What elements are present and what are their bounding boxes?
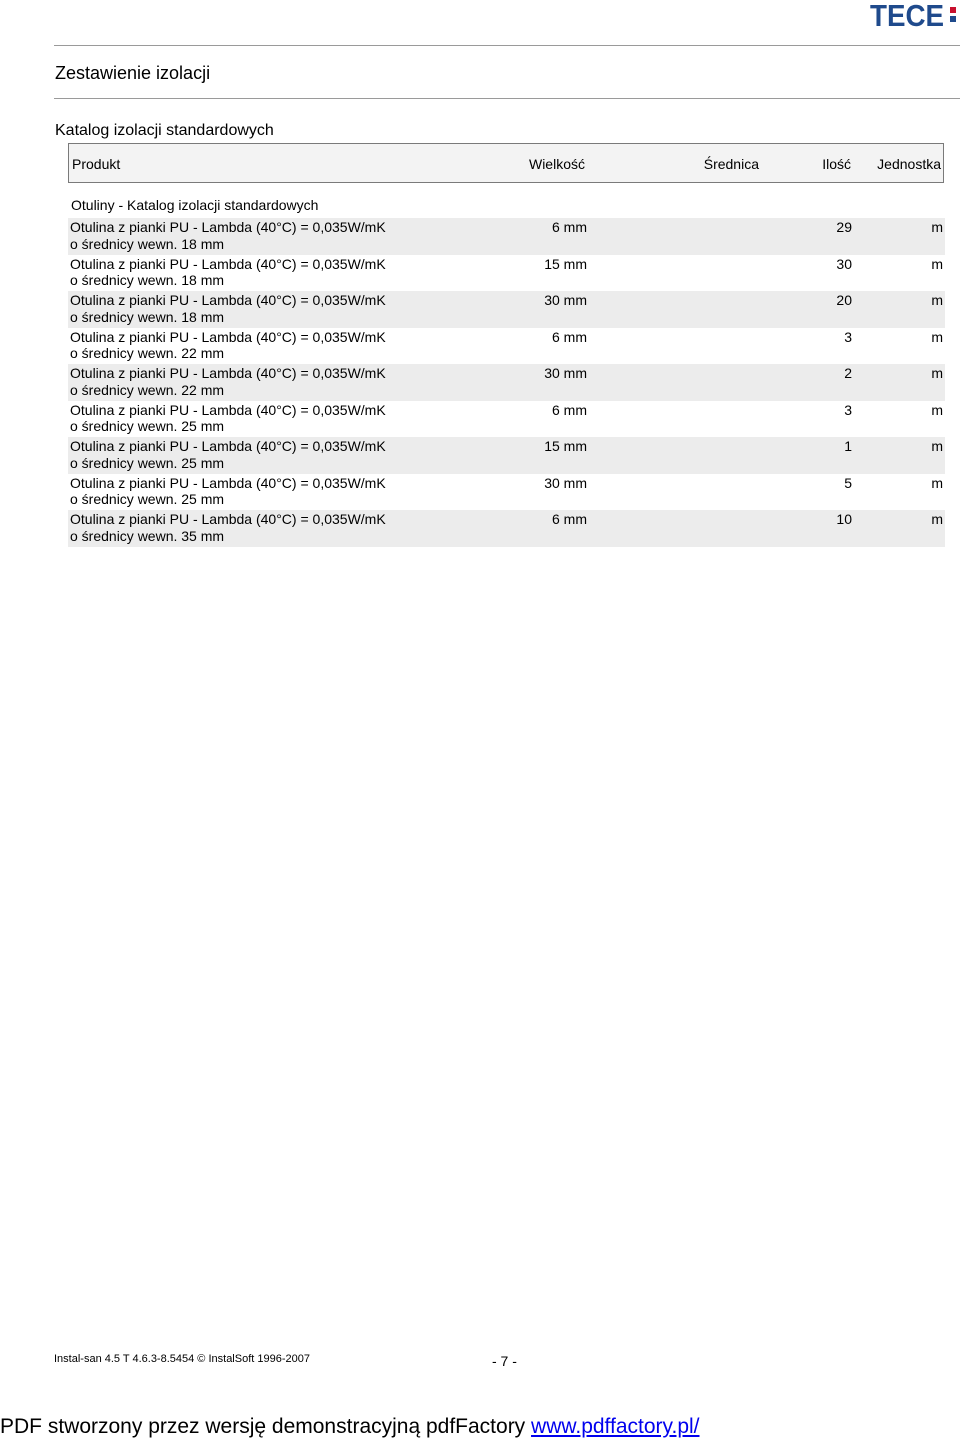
column-header-diameter: Średnica (703, 156, 759, 172)
product-diameter: o średnicy wewn. 25 mm (70, 491, 225, 507)
unit-cell: m (931, 438, 943, 454)
product-cell (70, 365, 400, 398)
product-diameter: o średnicy wewn. 18 mm (70, 235, 225, 252)
product-cell (70, 292, 400, 325)
header-divider (54, 45, 960, 46)
size-cell: 30 mm (544, 365, 587, 381)
tece-logo-text: TECE (870, 0, 944, 28)
product-diameter: o średnicy wewn. 35 mm (70, 527, 225, 544)
quantity-cell: 29 (836, 219, 852, 235)
product-cell (70, 475, 400, 508)
unit-cell: m (931, 474, 943, 491)
product-name: Otulina z pianki PU - Lambda (40°C) = 0,035W/mK (70, 474, 386, 491)
product-name: Otulina z pianki PU - Lambda (40°C) = 0,035W/mK (70, 365, 386, 381)
product-cell (70, 329, 400, 362)
product-name: Otulina z pianki PU - Lambda (40°C) = 0,035W/mK (70, 511, 386, 527)
table-row (68, 474, 945, 511)
column-header-product: Produkt (72, 156, 121, 172)
product-diameter: o średnicy wewn. 22 mm (70, 345, 225, 361)
tece-logo-accent-bottom (950, 16, 956, 22)
product-diameter: o średnicy wewn. 18 mm (70, 308, 225, 325)
size-cell: 6 mm (552, 219, 587, 235)
quantity-cell: 1 (844, 438, 852, 454)
unit-cell: m (931, 328, 943, 345)
size-cell: 6 mm (552, 401, 587, 418)
size-cell: 15 mm (544, 255, 587, 272)
size-cell: 15 mm (544, 438, 587, 454)
size-cell: 30 mm (544, 474, 587, 491)
page-number: - 7 - (492, 1353, 517, 1369)
table-row (68, 437, 945, 474)
product-cell (70, 511, 400, 544)
quantity-cell: 2 (844, 365, 852, 381)
unit-cell: m (931, 401, 943, 418)
table-row (68, 364, 945, 401)
table-row (68, 218, 945, 255)
product-name: Otulina z pianki PU - Lambda (40°C) = 0,035W/mK (70, 219, 386, 235)
group-title: Otuliny - Katalog izolacji standardowych (71, 197, 319, 213)
table-row (68, 510, 945, 547)
product-diameter: o średnicy wewn. 18 mm (70, 272, 225, 288)
section-title: Katalog izolacji standardowych (55, 122, 274, 139)
unit-cell: m (931, 219, 943, 235)
quantity-cell: 3 (844, 328, 852, 345)
table-header (68, 143, 944, 183)
product-cell (70, 402, 400, 435)
quantity-cell: 10 (836, 511, 852, 527)
quantity-cell: 30 (836, 255, 852, 272)
size-cell: 6 mm (552, 511, 587, 527)
product-cell (70, 438, 400, 471)
product-name: Otulina z pianki PU - Lambda (40°C) = 0,035W/mK (70, 438, 386, 454)
table-body (68, 218, 945, 547)
column-header-unit: Jednostka (877, 156, 941, 172)
watermark-text: PDF stworzony przez wersję demonstracyjną pdfFactory (0, 1415, 532, 1438)
quantity-cell: 5 (844, 474, 852, 491)
product-cell (70, 256, 400, 289)
tece-logo (868, 0, 960, 28)
product-name: Otulina z pianki PU - Lambda (40°C) = 0,035W/mK (70, 292, 386, 308)
table-row (68, 328, 945, 365)
column-header-quantity: Ilość (822, 156, 851, 172)
footer-software-info: Instal-san 4.5 T 4.6.3-8.5454 © InstalSoft 1996-2007 (54, 1353, 310, 1365)
unit-cell: m (931, 365, 943, 381)
tece-logo-accent-top (950, 7, 956, 13)
table-row (68, 291, 945, 328)
column-header-size: Wielkość (528, 156, 585, 172)
page-title: Zestawienie izolacji (55, 63, 211, 83)
quantity-cell: 20 (836, 292, 852, 308)
product-name: Otulina z pianki PU - Lambda (40°C) = 0,035W/mK (70, 401, 386, 418)
product-diameter: o średnicy wewn. 25 mm (70, 454, 225, 471)
title-divider (54, 98, 960, 99)
watermark-link[interactable]: www.pdffactory.pl/ (531, 1415, 700, 1438)
size-cell: 30 mm (544, 292, 587, 308)
product-diameter: o średnicy wewn. 22 mm (70, 381, 225, 398)
product-diameter: o średnicy wewn. 25 mm (70, 418, 225, 434)
table-row (68, 401, 945, 438)
product-cell (70, 219, 400, 252)
unit-cell: m (931, 511, 943, 527)
unit-cell: m (931, 255, 943, 272)
quantity-cell: 3 (844, 401, 852, 418)
unit-cell: m (931, 292, 943, 308)
product-name: Otulina z pianki PU - Lambda (40°C) = 0,035W/mK (70, 255, 386, 272)
product-name: Otulina z pianki PU - Lambda (40°C) = 0,035W/mK (70, 328, 386, 345)
pdf-watermark (0, 1414, 700, 1440)
size-cell: 6 mm (552, 328, 587, 345)
table-row (68, 255, 945, 292)
